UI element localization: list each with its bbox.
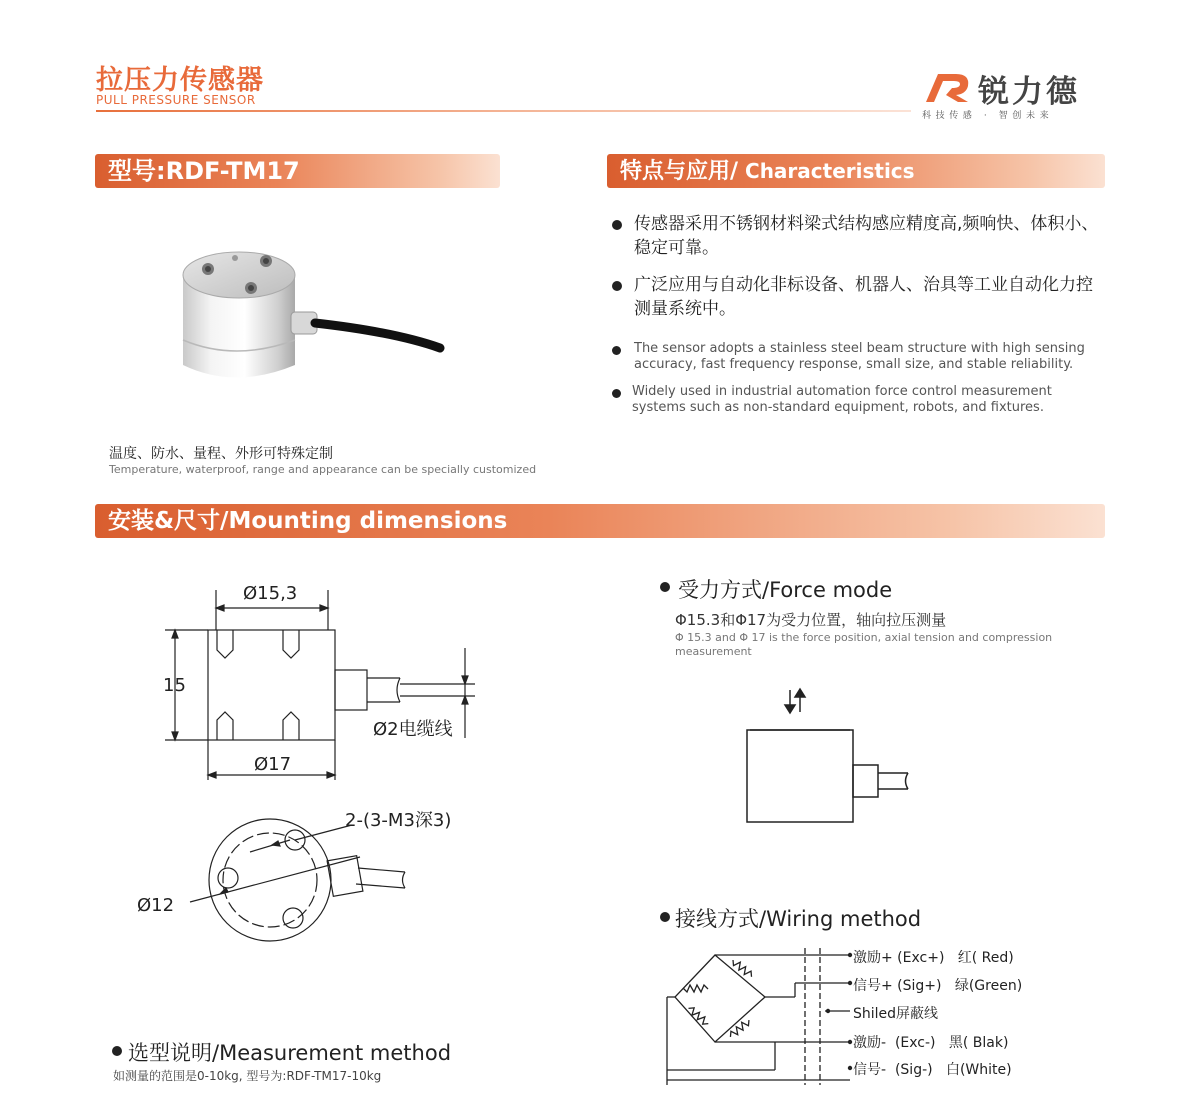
features-band	[607, 154, 1105, 188]
model-band	[95, 154, 500, 188]
custom-note-en: Temperature, waterproof, range and appearance can be specially customized	[109, 463, 537, 476]
custom-note-cn: 温度、防水、量程、外形可特殊定制	[109, 446, 333, 462]
side-view-drawing	[155, 578, 495, 788]
features-label-en: Characteristics	[738, 159, 915, 183]
bullet-icon	[660, 912, 670, 922]
force-mode-diagram	[740, 685, 920, 830]
logo-slogan: 科技传感 · 智创未来	[922, 111, 1054, 121]
features-label-cn: 特点与应用/	[620, 159, 739, 184]
dim-top-diameter: Ø15,3	[243, 583, 298, 604]
logo-mark-icon	[922, 66, 974, 106]
selection-note: 如测量的范围是0-10kg, 型号为:RDF-TM17-10kg	[113, 1069, 382, 1083]
force-mode-heading: 受力方式/Force mode	[678, 578, 893, 602]
bullet-icon	[612, 220, 622, 230]
model-label: 型号:RDF-TM17	[108, 157, 300, 185]
wire-exc-plus: 激励+ (Exc+) 红( Red)	[853, 950, 1014, 966]
page-title: 拉压力传感器	[96, 65, 264, 96]
page-subtitle: PULL PRESSURE SENSOR	[96, 93, 256, 107]
wiring-heading: 接线方式/Wiring method	[675, 907, 922, 931]
dim-bottom-diameter: Ø17	[254, 754, 292, 775]
dim-height: 15	[163, 675, 186, 696]
bullet-icon	[612, 281, 622, 291]
title-underline	[96, 110, 911, 112]
dim-cable: Ø2电缆线	[373, 719, 453, 740]
brand-logo	[920, 62, 1102, 120]
bullet-icon	[660, 582, 670, 592]
features-label	[620, 154, 915, 189]
wire-exc-minus: 激励- (Exc-) 黑( Blak)	[853, 1035, 1009, 1051]
wiring-diagram	[655, 940, 855, 1090]
wire-shield: Shiled屏蔽线	[853, 1006, 939, 1022]
bullet-icon	[112, 1046, 122, 1056]
mounting-label: 安装&尺寸/Mounting dimensions	[108, 508, 508, 534]
selection-heading: 选型说明/Measurement method	[128, 1041, 452, 1065]
logo-text: 锐力德	[978, 74, 1080, 110]
wire-sig-plus: 信号+ (Sig+) 绿(Green)	[853, 978, 1023, 994]
dim-holes: 2-(3-M3深3)	[345, 810, 452, 831]
dim-pitch-circle: Ø12	[137, 895, 175, 916]
bullet-icon	[612, 346, 621, 355]
force-mode-desc-cn: Φ15.3和Φ17为受力位置，轴向拉压测量	[675, 611, 947, 629]
bullet-icon	[612, 389, 621, 398]
wire-sig-minus: 信号- (Sig-) 白(White)	[853, 1062, 1012, 1078]
mounting-band	[95, 504, 1105, 538]
force-mode-desc-en: Φ 15.3 and Φ 17 is the force position, axial tension and compression measurement	[675, 631, 1053, 658]
product-photo	[175, 240, 475, 400]
